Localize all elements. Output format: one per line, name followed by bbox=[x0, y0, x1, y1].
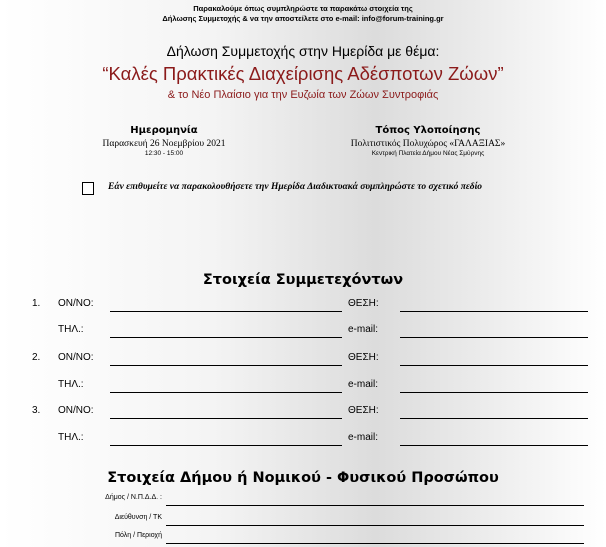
participant-3-name-field[interactable] bbox=[110, 418, 342, 419]
form-title: Δήλωση Συμμετοχής στην Ημερίδα με θέμα: bbox=[166, 43, 440, 59]
participants-title: Στοιχεία Συμμετεχόντων bbox=[202, 272, 404, 288]
participant-1-name-label: ΟΝ/ΝΟ: bbox=[58, 298, 94, 309]
participant-3-name-label: ΟΝ/ΝΟ: bbox=[58, 405, 94, 416]
notice-line-2: Δήλωσης Συμμετοχής & να την αποστείλετε στο e-mail: info@forum-training.gr bbox=[162, 14, 444, 23]
venue-block bbox=[318, 125, 538, 157]
participant-3-position-field[interactable] bbox=[400, 418, 588, 419]
participant-1-name-field[interactable] bbox=[110, 311, 342, 312]
venue-heading: Τόπος Υλοποίησης bbox=[375, 125, 481, 136]
participant-3-number: 3. bbox=[32, 405, 41, 416]
participant-3-email-label: e-mail: bbox=[348, 432, 379, 443]
time-value: 12:30 - 15:00 bbox=[144, 150, 184, 157]
entity-municipality-field[interactable] bbox=[166, 505, 584, 506]
date-heading: Ημερομηνία bbox=[130, 125, 198, 136]
participant-3-phone-field[interactable] bbox=[110, 445, 342, 446]
participant-1-number: 1. bbox=[32, 298, 41, 309]
participant-2-email-label: e-mail: bbox=[348, 379, 379, 390]
participant-1-position-field[interactable] bbox=[400, 311, 588, 312]
participant-3-phone-label: ΤΗΛ.: bbox=[58, 432, 84, 443]
participant-1-email-label: e-mail: bbox=[348, 324, 379, 335]
venue-name: Πολιτιστικός Πολυχώρος «ΓΑΛΑΞΙΑΣ» bbox=[350, 139, 506, 149]
online-attendance-note: Εάν επιθυμείτε να παρακολουθήσετε την Ημερίδα Διαδικτυακά συμπληρώστε το σχετικό πεδίο bbox=[108, 182, 483, 192]
entity-address-field[interactable] bbox=[166, 525, 584, 526]
participant-3-email-field[interactable] bbox=[400, 445, 588, 446]
event-topic: “Καλές Πρακτικές Διαχείρισης Αδέσποτων Ζώων” bbox=[102, 63, 504, 84]
participant-2-name-field[interactable] bbox=[110, 365, 342, 366]
entity-city-label: Πόλη / Περιοχή bbox=[114, 532, 162, 539]
event-subtitle: & το Νέο Πλαίσιο για την Ευζωία των Ζώων Συντροφιάς bbox=[167, 89, 439, 101]
participant-1-phone-field[interactable] bbox=[110, 337, 342, 338]
entity-title: Στοιχεία Δήμου ή Νομικού - Φυσικού Προσώπου bbox=[107, 470, 499, 486]
entity-address-label: Διεύθυνση / ΤΚ bbox=[114, 514, 162, 521]
date-value: Παρασκευή 26 Νοεμβρίου 2021 bbox=[102, 139, 226, 149]
participant-3-position-label: ΘΕΣΗ: bbox=[348, 405, 379, 416]
online-attendance-checkbox[interactable] bbox=[82, 182, 94, 195]
participant-1-position-label: ΘΕΣΗ: bbox=[348, 298, 379, 309]
participant-2-phone-label: ΤΗΛ.: bbox=[58, 379, 84, 390]
date-block bbox=[84, 125, 244, 157]
participant-2-email-field[interactable] bbox=[400, 392, 588, 393]
entity-municipality-label: Δήμος / Ν.Π.Δ.Δ. : bbox=[105, 494, 162, 501]
participant-2-phone-field[interactable] bbox=[110, 392, 342, 393]
participant-2-position-field[interactable] bbox=[400, 365, 588, 366]
participant-1-phone-label: ΤΗΛ.: bbox=[58, 324, 84, 335]
participant-2-name-label: ΟΝ/ΝΟ: bbox=[58, 352, 94, 363]
notice-line-1: Παρακαλούμε όπως συμπληρώστε τα παρακάτω στοιχεία της bbox=[193, 4, 413, 13]
entity-city-field[interactable] bbox=[166, 543, 584, 544]
venue-address: Κεντρική Πλατεία Δήμου Νέας Σμύρνης bbox=[371, 150, 485, 157]
participant-2-number: 2. bbox=[32, 352, 41, 363]
participant-1-email-field[interactable] bbox=[400, 337, 588, 338]
participant-2-position-label: ΘΕΣΗ: bbox=[348, 352, 379, 363]
